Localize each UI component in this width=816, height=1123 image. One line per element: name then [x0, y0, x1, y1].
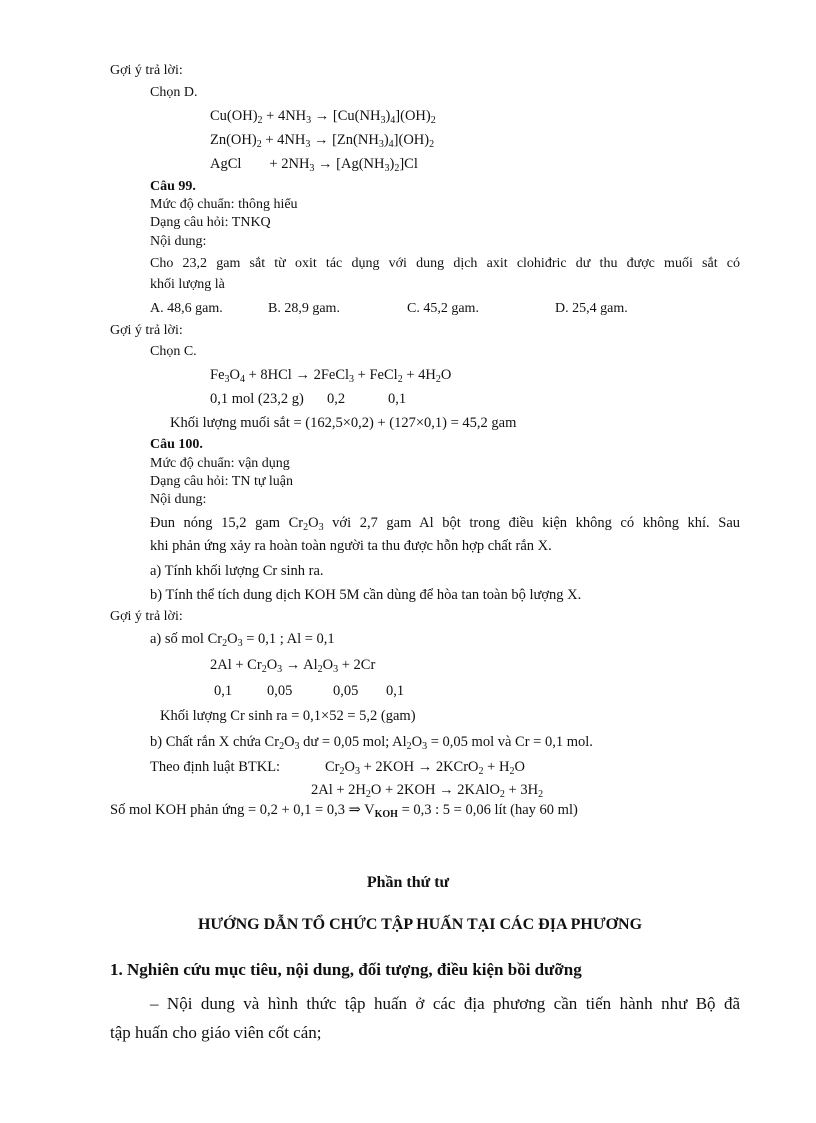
part-title: HƯỚNG DẪN TỔ CHỨC TẬP HUẤN TẠI CÁC ĐỊA PHƯƠNG [197, 916, 643, 933]
q100-mol-2: 0,05 [267, 683, 293, 699]
q99-level: Mức độ chuẩn: thông hiểu [150, 197, 298, 212]
q99-text-line1: Cho 23,2 gam sắt từ oxit tác dụng với dung dịch axit clohiđric dư thu được muối sắt có [150, 256, 740, 271]
btkl-label: Theo định luật BTKL: [150, 759, 281, 775]
q100-text-line1: Đun nóng 15,2 gam $Cr_2O_3$ với 2,7 gam Al bột trong điều kiện không có không khí. Sau [150, 515, 741, 533]
q100-part-a: a) Tính khối lượng Cr sinh ra. [150, 563, 324, 579]
question-99-title: Câu 99. [150, 179, 196, 194]
part-heading: Phần thứ tư [366, 874, 450, 891]
hint-label-q99: Gợi ý trả lời: [110, 323, 183, 338]
choice-q98: Chọn D. [150, 85, 198, 100]
q99-text-line2: khối lượng là [150, 277, 225, 292]
q100-mol-4: 0,1 [386, 683, 405, 699]
q100-content-label: Nội dung: [150, 492, 207, 507]
q99-option-a: A. 48,6 gam. [150, 301, 223, 316]
equation-cu: $Cu(OH)_2 + 4NH_3 \to [Cu(NH_3)_4](OH)_2$ [210, 108, 436, 126]
question-100-title: Câu 100. [150, 437, 203, 452]
q99-mass-line: Khối lượng muối sắt = (162,5×0,2) + (127×0,1) = 45,2 gam [170, 415, 517, 431]
equation-fe3o4: $Fe_3O_4 + 8HCl$ → 2FeCl$_3$ + FeCl$_2$ + $4H_2O$ [210, 367, 452, 385]
q100-mol-1: 0,1 [214, 683, 233, 699]
q99-mol-3: 0,1 [388, 391, 407, 407]
q99-option-d: D. 25,4 gam. [555, 301, 628, 316]
q100-final-answer: Số mol KOH phản ứng = 0,2 + 0,1 = 0,3 ⇒ $V_{KOH} = 0,3$ : 5 = 0,06 lít (hay 60 ml) [110, 802, 578, 820]
q99-content-label: Nội dung: [150, 234, 207, 249]
q100-solution-a-line: a) số mol $Cr_2O_3 = 0,1$ ; Al = 0,1 [150, 631, 335, 649]
equation-agcl: AgCl + $2NH_3 \to [Ag(NH_3)_2]Cl$ [210, 156, 418, 174]
q99-option-c: C. 45,2 gam. [407, 301, 479, 316]
choice-q99: Chọn C. [150, 344, 197, 359]
equation-cr2o3-koh: $Cr_2O_3 + 2KOH$ → 2KCrO$_2$ + $H_2O$ [325, 759, 525, 777]
hint-label-q98: Gợi ý trả lời: [110, 63, 183, 78]
q99-mol-1: 0,1 mol (23,2 g) [210, 391, 304, 407]
q100-part-b: b) Tính thể tích dung dịch KOH 5M cần dùng để hòa tan toàn bộ lượng X. [150, 587, 582, 603]
q100-cr-mass: Khối lượng Cr sinh ra = 0,1×52 = 5,2 (gam) [160, 708, 416, 724]
q100-level: Mức độ chuẩn: vận dụng [150, 456, 290, 471]
q99-type: Dạng câu hỏi: TNKQ [150, 215, 271, 230]
q99-option-b: B. 28,9 gam. [268, 301, 340, 316]
q100-type: Dạng câu hỏi: TN tự luận [150, 474, 294, 489]
equation-thermite: $2Al + Cr_2O_3 \to Al_2O_3 + 2Cr$ [210, 657, 376, 675]
q100-solution-b-line: b) Chất rắn X chứa $Cr_2O_3$ dư = 0,05 mol; $Al_2O_3 = 0,05$ mol và Cr = 0,1 mol. [150, 734, 593, 752]
q99-mol-2: 0,2 [327, 391, 346, 407]
q100-text-line2: khi phản ứng xảy ra hoàn toàn người ta thu được hỗn hợp chất rắn X. [150, 538, 552, 554]
section-1-heading: 1. Nghiên cứu mục tiêu, nội dung, đối tượng, điều kiện bồi dưỡng [110, 960, 582, 979]
equation-al-koh: $2Al + 2H_2O + 2KOH$ → 2KAlO$_2$ + $3H_2$ [311, 782, 544, 800]
q100-mol-3: 0,05 [333, 683, 359, 699]
section-1-para-line1: – Nội dung và hình thức tập huấn ở các địa phương cần tiến hành như Bộ đã [150, 994, 740, 1013]
hint-label-q100: Gợi ý trả lời: [110, 609, 183, 624]
section-1-para-line2: tập huấn cho giáo viên cốt cán; [110, 1023, 322, 1042]
equation-zn: $Zn(OH)_2 + 4NH_3 \to [Zn(NH_3)_4](OH)_2$ [210, 132, 435, 150]
